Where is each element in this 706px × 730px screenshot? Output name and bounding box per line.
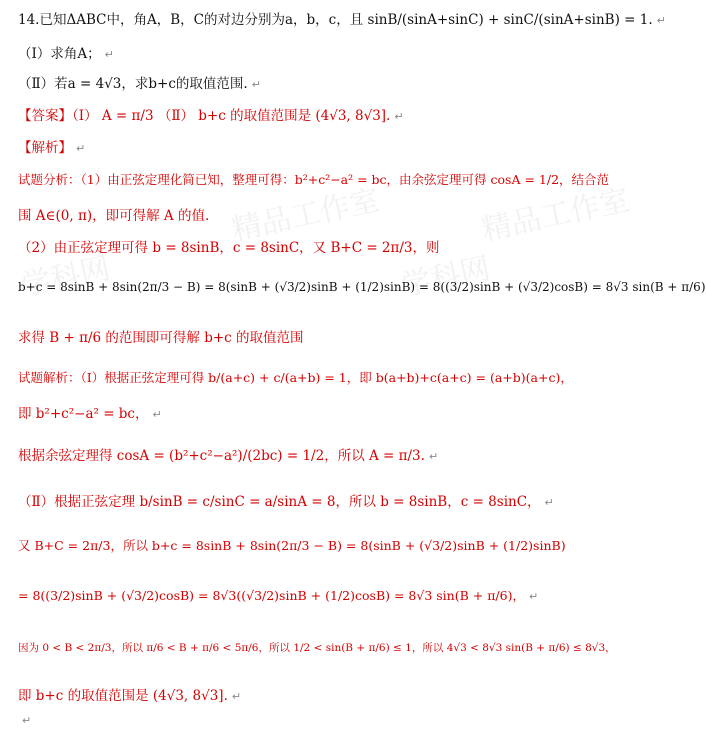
solution-line: 试题解析：（Ⅰ）根据正弦定理可得 b/(a+c) + c/(a+b) = 1，即 b(a+b)+c(a+c) = (a+b)(a+c)，	[18, 370, 573, 385]
answer-text: （Ⅰ） A = π/3 （Ⅱ） b+c 的取值范围是 (4√3, 8√3].	[72, 108, 391, 124]
return-mark-icon: ↵	[428, 450, 439, 463]
watermark: 学科网	[398, 250, 494, 304]
watermark: 学科网	[18, 250, 114, 304]
return-mark-icon: ↵	[251, 78, 261, 91]
analysis-line: 围 A∈(0, π)，即可得解 A 的值.	[18, 208, 210, 224]
return-mark-icon: ↵	[544, 496, 554, 509]
analysis-label	[18, 136, 85, 156]
solution-line: 根据余弦定理得 cosA = (b²+c²−a²)/(2bc) = 1/2，所以 A = π/3. ↵	[18, 448, 439, 464]
end-mark	[18, 712, 31, 728]
solution-line: 即 b+c 的取值范围是 (4√3, 8√3]. ↵	[18, 688, 242, 704]
solution-line: 即 b²+c²−a² = bc， ↵	[18, 406, 162, 422]
problem-line: （Ⅰ）求角A；	[18, 46, 101, 62]
return-mark-icon: ↵	[528, 590, 539, 603]
problem-part-2	[18, 72, 261, 92]
analysis-formula: b+c = 8sinB + 8sin(2π/3 − B) = 8(sinB + (√3/2)sinB + (1/2)sinB) = 8((3/2)sinB + (√3/2)cosB) = 8√3 sin(B + π/6)	[18, 280, 706, 294]
answer-line	[18, 104, 404, 124]
problem-part-1	[18, 42, 114, 62]
problem-line: 14.已知ΔABC中，角A，B，C的对边分别为a，b，c，且 sinB/(sinA+sinC) + sinC/(sinA+sinB) = 1.	[18, 12, 653, 28]
return-mark-icon: ↵	[152, 408, 162, 421]
solution-line: （Ⅱ）根据正弦定理 b/sinB = c/sinC = a/sinA = 8，所以 b = 8sinB，c = 8sinC， ↵	[18, 494, 554, 510]
watermark: 精品工作室	[228, 182, 383, 249]
problem-line: （Ⅱ）若a = 4√3，求b+c的取值范围.	[18, 76, 248, 92]
return-mark-icon: ↵	[76, 142, 86, 155]
analysis-line: 求得 B + π/6 的范围即可得解 b+c 的取值范围	[18, 330, 304, 346]
analysis-label-text: 【解析】	[18, 140, 72, 156]
return-mark-icon: ↵	[231, 690, 242, 703]
solution-line: 又 B+C = 2π/3，所以 b+c = 8sinB + 8sin(2π/3 − B) = 8(sinB + (√3/2)sinB + (1/2)sinB)	[18, 538, 566, 553]
return-mark-icon: ↵	[656, 14, 666, 27]
analysis-line: （2）由正弦定理可得 b = 8sinB，c = 8sinC，又 B+C = 2π/3，则	[18, 240, 440, 256]
answer-label: 【答案】	[18, 108, 72, 124]
problem-statement	[18, 8, 666, 28]
return-mark-icon: ↵	[104, 48, 114, 61]
solution-line: = 8((3/2)sinB + (√3/2)cosB) = 8√3((√3/2)sinB + (1/2)cosB) = 8√3 sin(B + π/6)， ↵	[18, 588, 539, 603]
solution-line: 因为 0 < B < 2π/3，所以 π/6 < B + π/6 < 5π/6，所以 1/2 < sin(B + π/6) ≤ 1，所以 4√3 < 8√3 sin(B + π/6) ≤ 8√3，	[18, 642, 616, 654]
watermark: 精品工作室	[478, 182, 633, 249]
return-mark-icon: ↵	[22, 714, 32, 727]
return-mark-icon: ↵	[394, 110, 404, 123]
analysis-line: 试题分析：（1）由正弦定理化简已知，整理可得：b²+c²−a² = bc，由余弦定理可得 cosA = 1/2，结合范	[18, 172, 610, 187]
